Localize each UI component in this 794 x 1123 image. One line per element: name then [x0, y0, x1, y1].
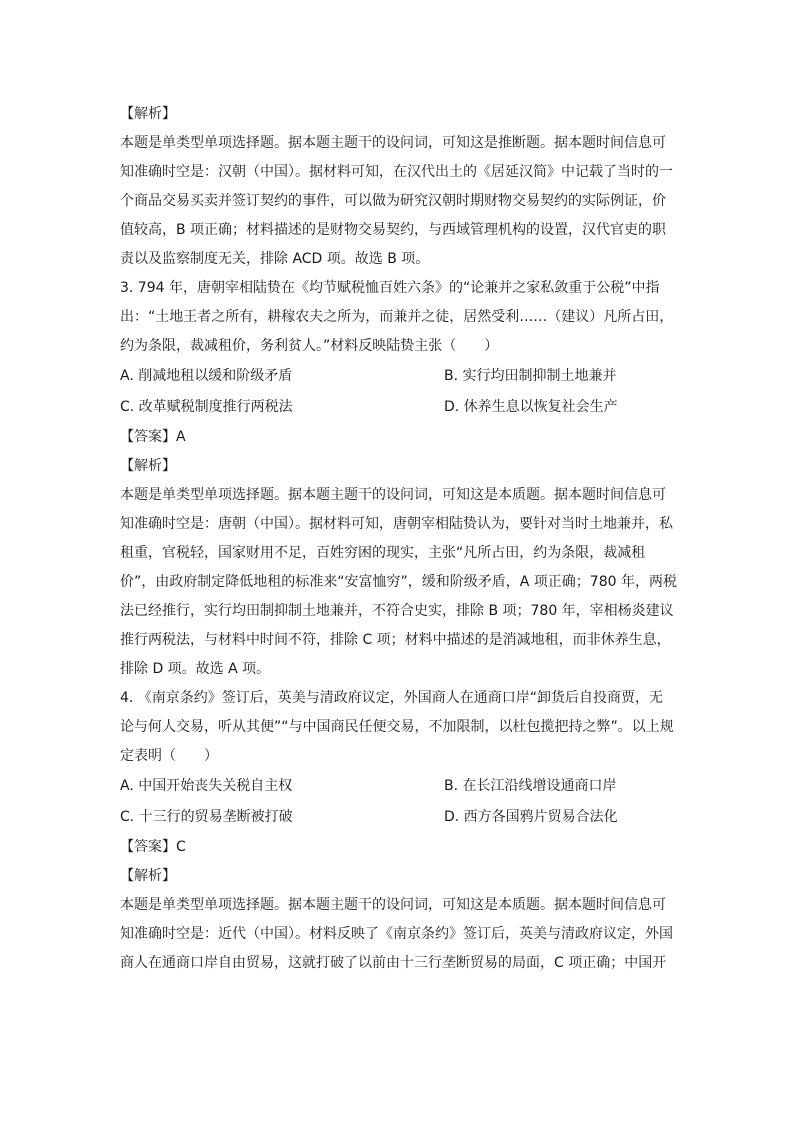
analysis-line: 个商品交易买卖并签订契约的事件，可以做为研究汉朝时期财物交易契约的实际例证，价 [120, 193, 666, 209]
question-3-option-a: A. 削减地租以缓和阶级矛盾 [120, 368, 293, 384]
analysis-line: 价”，由政府制定降低地租的标准来“安富恤穷”，缓和阶级矛盾，A 项正确；780 年，两税 [120, 574, 677, 590]
analysis-heading-q3: 【解析】 [120, 458, 176, 474]
question-4-option-d: D. 西方各国鸦片贸易合法化 [444, 809, 618, 825]
question-4-answer: 【答案】C [120, 839, 186, 855]
analysis-line: 法已经推行，实行均田制抑制土地兼并，不符合史实，排除 B 项；780 年，宰相杨炎建议 [120, 603, 674, 619]
question-4-options-row-2 [120, 802, 680, 833]
analysis-line: 值较高，B 项正确；材料描述的是财物交易契约，与西域管理机构的设置，汉代官吏的职 [120, 222, 667, 238]
question-3-option-b: B. 实行均田制抑制土地兼并 [444, 368, 617, 384]
question-3-option-d: D. 休养生息以恢复社会生产 [444, 399, 618, 415]
analysis-heading-q4: 【解析】 [120, 868, 176, 884]
question-3-stem-line: 出：“土地王者之所有，耕稼农夫之所为，而兼并之徒，居然受利……（建议）凡所占田， [120, 309, 674, 325]
question-4-option-b: B. 在长江沿线增设通商口岸 [444, 778, 617, 794]
analysis-line: 知准确时空是：汉朝（中国）。据材料可知，在汉代出土的《居延汉简》中记载了当时的一 [120, 164, 673, 180]
question-4-stem-line: 4. 《南京条约》签订后，英美与清政府议定，外国商人在通商口岸“卸货后自投商贾，无 [120, 690, 664, 706]
analysis-line: 推行两税法，与材料中时间不符，排除 C 项；材料中描述的是消减地租，而非休养生息， [120, 632, 671, 648]
question-3-stem-line: 约为条限，裁减租价，务利贫人。”材料反映陆贽主张（ ） [120, 338, 499, 354]
analysis-line: 本题是单类型单项选择题。据本题主题干的设问词，可知这是本质题。据本题时间信息可 [120, 897, 666, 913]
question-3-options-row-1 [120, 361, 680, 392]
question-3-options-row-2 [120, 392, 680, 423]
question-4-option-a: A. 中国开始丧失关税自主权 [120, 778, 293, 794]
analysis-line: 商人在通商口岸自由贸易，这就打破了以前由十三行垄断贸易的局面，C 项正确；中国开 [120, 955, 667, 971]
question-3-option-c: C. 改革赋税制度推行两税法 [120, 399, 293, 415]
question-4-stem-line: 定表明（ ） [120, 748, 218, 764]
analysis-line: 本题是单类型单项选择题。据本题主题干的设问词，可知这是本质题。据本题时间信息可 [120, 487, 666, 503]
analysis-line: 排除 D 项。故选 A 项。 [120, 661, 271, 677]
analysis-line: 本题是单类型单项选择题。据本题主题干的设问词，可知这是推断题。据本题时间信息可 [120, 135, 666, 151]
question-4-option-c: C. 十三行的贸易垄断被打破 [120, 809, 293, 825]
document-page [120, 100, 680, 978]
question-4-stem-line: 论与何人交易，听从其便”“与中国商民任便交易，不加限制，以杜包揽把持之弊”。以上规 [120, 719, 674, 735]
question-3-stem-line: 3. 794 年，唐朝宰相陆贽在《均节赋税恤百姓六条》的“论兼并之家私敛重于公税”中指 [120, 280, 660, 296]
question-4-options-row-1 [120, 771, 680, 802]
analysis-line: 知准确时空是：唐朝（中国）。据材料可知，唐朝宰相陆贽认为，要针对当时土地兼并，私 [120, 516, 673, 532]
analysis-heading-q2: 【解析】 [120, 106, 176, 122]
question-3-answer: 【答案】A [120, 429, 186, 445]
analysis-line: 知准确时空是：近代（中国）。材料反映了《南京条约》签订后，英美与清政府议定，外国 [120, 926, 673, 942]
analysis-line: 责以及监察制度无关，排除 ACD 项。故选 B 项。 [120, 251, 430, 267]
analysis-line: 租重，官税轻，国家财用不足，百姓穷困的现实，主张“凡所占田，约为条限，裁减租 [120, 545, 646, 561]
